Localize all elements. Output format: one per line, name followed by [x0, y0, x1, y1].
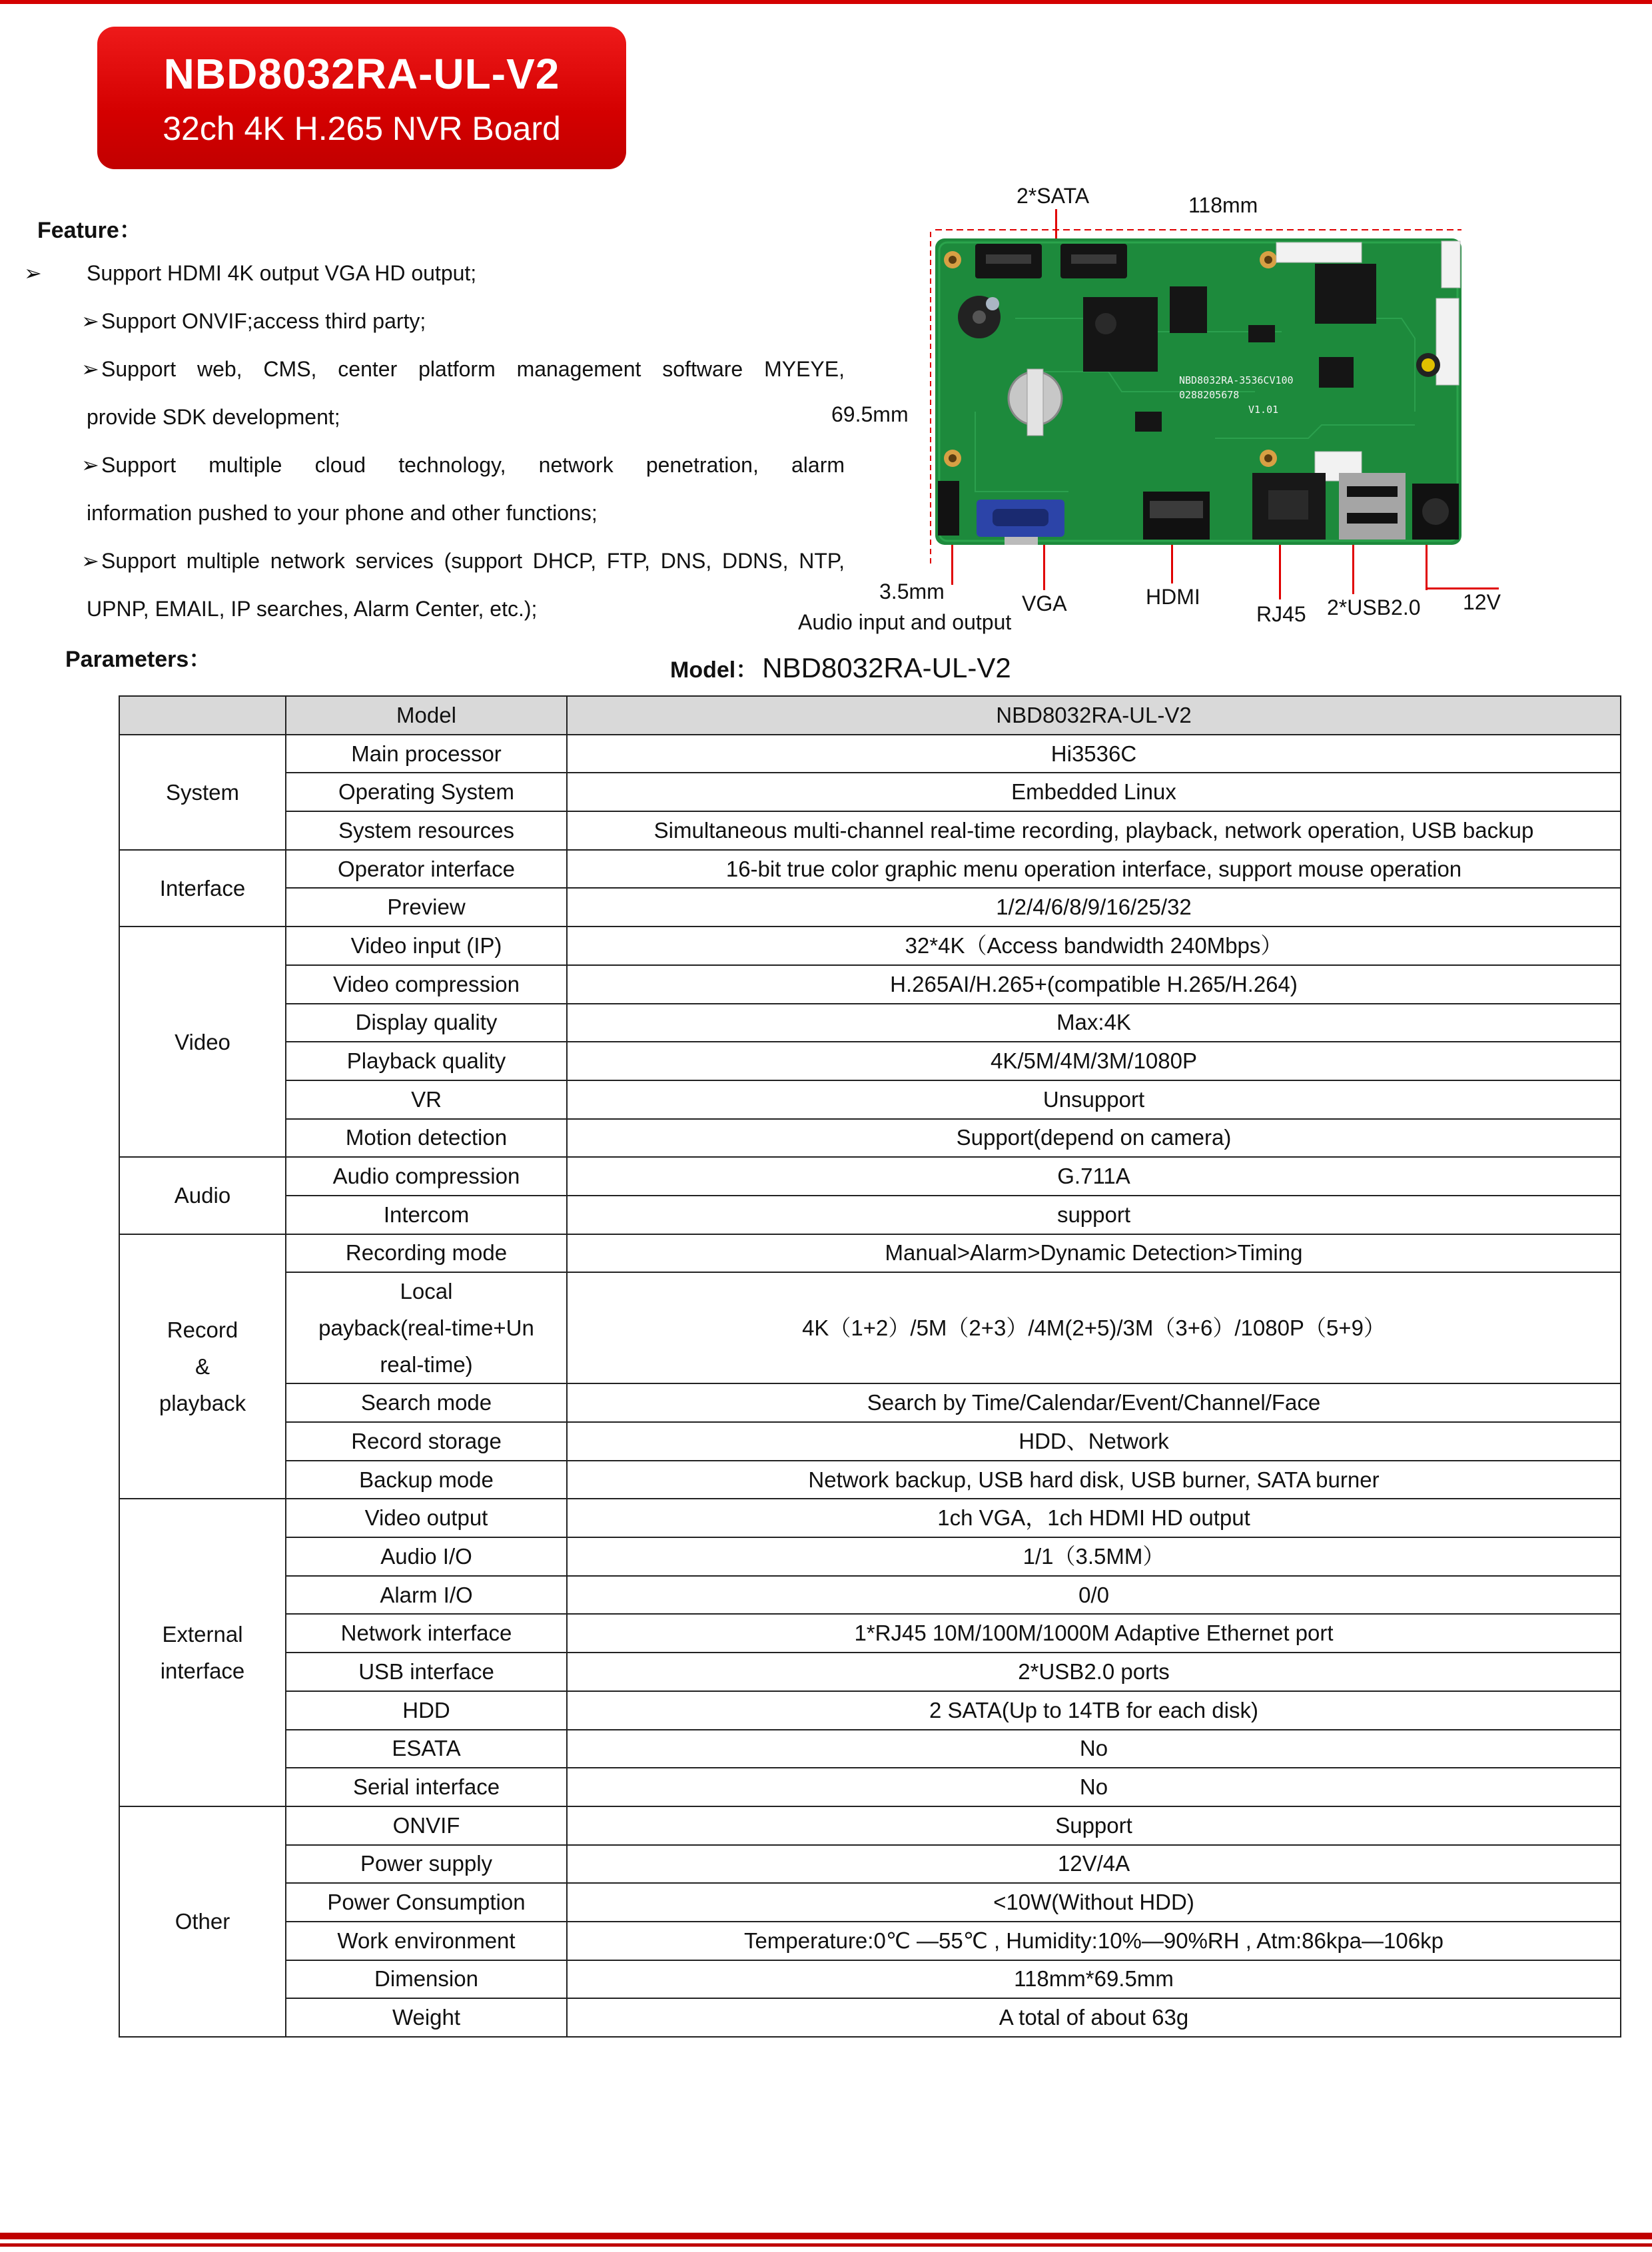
category-cell: Video [119, 927, 286, 1157]
parameter-value-cell: 32*4K（Access bandwidth 240Mbps） [567, 927, 1621, 965]
power-label: 12V [1463, 590, 1501, 614]
height-label: 69.5mm [831, 402, 909, 426]
parameter-name-cell: Video output [286, 1499, 567, 1537]
parameter-value-cell: 118mm*69.5mm [567, 1960, 1621, 1999]
feature-item: Support multiple cloud technology, network penetration, alarm [101, 453, 845, 477]
parameter-value-cell: 1/2/4/6/8/9/16/25/32 [567, 888, 1621, 927]
parameter-value-cell: Support [567, 1806, 1621, 1845]
usb-label: 2*USB2.0 [1327, 595, 1421, 619]
parameter-value-cell: H.265AI/H.265+(compatible H.265/H.264) [567, 965, 1621, 1004]
parameter-name-cell: Video input (IP) [286, 927, 567, 965]
feature-item: UPNP, EMAIL, IP searches, Alarm Center, etc.); [87, 597, 538, 621]
top-rule [0, 0, 1652, 4]
bottom-rule [0, 2233, 1652, 2239]
parameter-value-cell: 1/1（3.5MM） [567, 1537, 1621, 1576]
arrow-bullet-icon: ➢ [81, 308, 99, 334]
parameter-value-cell: 2 SATA(Up to 14TB for each disk) [567, 1691, 1621, 1730]
parameter-name-cell: HDD [286, 1691, 567, 1730]
parameter-value-cell: 2*USB2.0 ports [567, 1653, 1621, 1691]
feature-item: Support ONVIF;access third party; [101, 309, 426, 333]
feature-item: provide SDK development; [87, 405, 340, 429]
table-row [119, 1614, 1621, 1653]
category-cell: Audio [119, 1157, 286, 1234]
parameter-name-cell: Weight [286, 1998, 567, 2037]
parameter-value-cell: 16-bit true color graphic menu operation interface, support mouse operation [567, 850, 1621, 889]
table-row [119, 1042, 1621, 1080]
category-cell: System [119, 735, 286, 850]
arrow-bullet-icon: ➢ [81, 548, 99, 573]
table-row [119, 1004, 1621, 1042]
parameter-value-cell: No [567, 1730, 1621, 1768]
parameter-value-cell: <10W(Without HDD) [567, 1883, 1621, 1922]
table-header-blank [119, 696, 286, 735]
parameter-name-cell: Intercom [286, 1196, 567, 1234]
parameter-name-cell: Recording mode [286, 1234, 567, 1273]
parameter-value-cell: HDD、Network [567, 1422, 1621, 1461]
table-row [119, 1768, 1621, 1806]
table-row [119, 1080, 1621, 1119]
parameter-name-cell: Video compression [286, 965, 567, 1004]
feature-heading: Feature： [37, 218, 142, 243]
height-dimension-line [930, 232, 931, 565]
parameter-name-cell: System resources [286, 811, 567, 850]
feature-item: Support multiple network services (support DHCP, FTP, DNS, DDNS, NTP, [101, 549, 845, 573]
parameter-value-cell: Embedded Linux [567, 773, 1621, 811]
feature-item: Support HDMI 4K output VGA HD output; [87, 261, 477, 285]
table-row [119, 1653, 1621, 1691]
silkscreen-serial: 0288205678 [1179, 389, 1240, 401]
parameter-value-cell: support [567, 1196, 1621, 1234]
parameter-name-cell: Record storage [286, 1422, 567, 1461]
parameter-value-cell: No [567, 1768, 1621, 1806]
feature-item: information pushed to your phone and other functions; [87, 501, 598, 525]
parameter-value-cell: 12V/4A [567, 1845, 1621, 1884]
parameter-name-cell: Main processor [286, 735, 567, 773]
arrow-bullet-icon: ➢ [24, 260, 42, 286]
parameter-value-cell: Unsupport [567, 1080, 1621, 1119]
parameter-name-cell: Operating System [286, 773, 567, 811]
model-line [670, 651, 1011, 684]
arrow-bullet-icon: ➢ [81, 356, 99, 382]
parameter-value-cell: Max:4K [567, 1004, 1621, 1042]
table-row [119, 1461, 1621, 1499]
parameters-heading: Parameters： [65, 647, 212, 672]
table-row [119, 1691, 1621, 1730]
model-value: NBD8032RA-UL-V2 [762, 652, 1011, 683]
pcb-board-image [935, 238, 1461, 545]
model-label: Model： [670, 657, 759, 683]
table-row [119, 1422, 1621, 1461]
audio-size-label: 3.5mm [879, 579, 945, 603]
parameter-value-cell: A total of about 63g [567, 1998, 1621, 2037]
table-row [119, 1383, 1621, 1422]
vga-label: VGA [1022, 591, 1067, 615]
table-row [119, 1196, 1621, 1234]
hdmi-label: HDMI [1146, 585, 1200, 609]
category-cell: External interface [119, 1499, 286, 1806]
table-row [119, 1499, 1621, 1537]
parameter-name-cell: Playback quality [286, 1042, 567, 1080]
table-row [119, 1845, 1621, 1884]
table-row [119, 1537, 1621, 1576]
parameter-name-cell: Dimension [286, 1960, 567, 1999]
table-row [119, 1883, 1621, 1922]
parameter-value-cell: Network backup, USB hard disk, USB burner, SATA burner [567, 1461, 1621, 1499]
power-callout-hline [1426, 587, 1499, 589]
table-row [119, 1730, 1621, 1768]
product-title: NBD8032RA-UL-V2 [163, 50, 560, 98]
parameter-value-cell: 0/0 [567, 1576, 1621, 1615]
width-dimension-line [935, 229, 1461, 230]
table-row [119, 1576, 1621, 1615]
table-row [119, 965, 1621, 1004]
parameter-name-cell: VR [286, 1080, 567, 1119]
parameter-name-cell: ONVIF [286, 1806, 567, 1845]
table-header-row [119, 696, 1621, 735]
table-row [119, 888, 1621, 927]
sata-label: 2*SATA [1017, 184, 1090, 208]
parameter-value-cell: 4K（1+2）/5M（2+3）/4M(2+5)/3M（3+6）/1080P（5+9） [567, 1272, 1621, 1383]
product-subtitle: 32ch 4K H.265 NVR Board [163, 110, 561, 147]
width-label: 118mm [1188, 193, 1258, 217]
table-row [119, 1922, 1621, 1960]
table-row [119, 735, 1621, 773]
table-header-value: NBD8032RA-UL-V2 [567, 696, 1621, 735]
bottom-rule-thin [0, 2243, 1652, 2247]
parameter-name-cell: Display quality [286, 1004, 567, 1042]
table-row [119, 1119, 1621, 1158]
parameter-name-cell: Audio I/O [286, 1537, 567, 1576]
parameter-name-cell: Operator interface [286, 850, 567, 889]
parameter-name-cell: Search mode [286, 1383, 567, 1422]
parameter-name-cell: USB interface [286, 1653, 567, 1691]
parameter-name-cell: Work environment [286, 1922, 567, 1960]
parameter-value-cell: Hi3536C [567, 735, 1621, 773]
table-row [119, 1960, 1621, 1999]
table-row [119, 1806, 1621, 1845]
parameter-name-cell: Serial interface [286, 1768, 567, 1806]
board-figure [786, 180, 1512, 633]
table-row [119, 811, 1621, 850]
parameter-value-cell: Temperature:0℃ —55℃ , Humidity:10%—90%RH , Atm:86kpa—106kp [567, 1922, 1621, 1960]
parameter-value-cell: 1ch VGA，1ch HDMI HD output [567, 1499, 1621, 1537]
parameter-value-cell: 1*RJ45 10M/100M/1000M Adaptive Ethernet port [567, 1614, 1621, 1653]
arrow-bullet-icon: ➢ [81, 452, 99, 478]
parameter-name-cell: Alarm I/O [286, 1576, 567, 1615]
title-banner [97, 27, 626, 169]
category-cell: Other [119, 1806, 286, 2037]
table-row [119, 1272, 1621, 1383]
rj45-label: RJ45 [1256, 602, 1306, 626]
category-cell: Record & playback [119, 1234, 286, 1499]
parameter-name-cell: Motion detection [286, 1119, 567, 1158]
silkscreen-version: V1.01 [1248, 404, 1279, 416]
parameter-name-cell: Audio compression [286, 1157, 567, 1196]
category-cell: Interface [119, 850, 286, 927]
parameter-name-cell: Backup mode [286, 1461, 567, 1499]
parameter-value-cell: Simultaneous multi-channel real-time recording, playback, network operation, USB backup [567, 811, 1621, 850]
parameter-value-cell: 4K/5M/4M/3M/1080P [567, 1042, 1621, 1080]
parameter-name-cell: ESATA [286, 1730, 567, 1768]
parameter-name-cell: Preview [286, 888, 567, 927]
parameter-name-cell: Network interface [286, 1614, 567, 1653]
table-row [119, 1998, 1621, 2037]
table-row [119, 1157, 1621, 1196]
parameter-value-cell: Manual>Alarm>Dynamic Detection>Timing [567, 1234, 1621, 1273]
feature-item: Support web, CMS, center platform management software MYEYE, [101, 357, 845, 381]
audio-label: Audio input and output [798, 610, 1012, 634]
parameter-value-cell: G.711A [567, 1157, 1621, 1196]
table-header-name: Model [286, 696, 567, 735]
parameter-value-cell: Support(depend on camera) [567, 1119, 1621, 1158]
silkscreen-model: NBD8032RA-3536CV100 [1179, 374, 1294, 386]
parameter-name-cell: Power Consumption [286, 1883, 567, 1922]
table-row [119, 850, 1621, 889]
parameter-value-cell: Search by Time/Calendar/Event/Channel/Face [567, 1383, 1621, 1422]
parameter-name-cell: Power supply [286, 1845, 567, 1884]
table-row [119, 927, 1621, 965]
parameter-name-cell: Local payback(real-time+Un real-time) [286, 1272, 567, 1383]
table-row [119, 1234, 1621, 1273]
parameters-table [119, 695, 1621, 2038]
table-row [119, 773, 1621, 811]
